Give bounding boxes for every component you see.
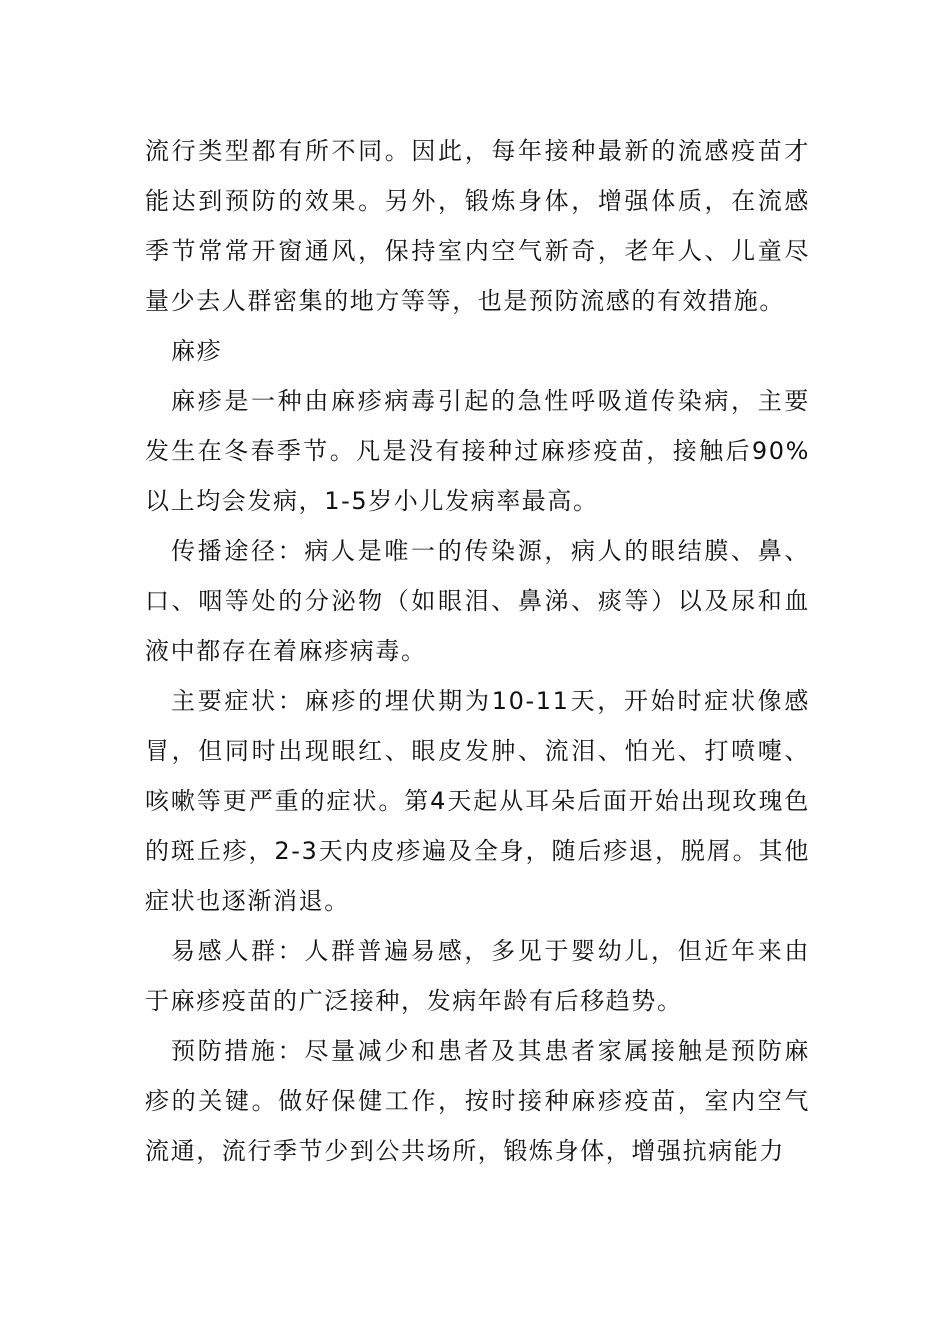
paragraph-susceptible-population: 易感人群：人群普遍易感，多见于婴幼儿，但近年来由于麻疹疫苗的广泛接种，发病年龄有后移趋势。 xyxy=(145,937,810,1015)
paragraph-prevention-measures: 预防措施：尽量减少和患者及其患者家属接触是预防麻疹的关键。做好保健工作，按时接种麻疹疫苗，室内空气流通，流行季节少到公共场所，锻炼身体，增强抗病能力 xyxy=(145,1037,810,1165)
paragraph-measles-intro: 麻疹是一种由麻疹病毒引起的急性呼吸道传染病，主要发生在冬春季节。凡是没有接种过麻疹疫苗，接触后90%以上均会发病，1-5岁小儿发病率最高。 xyxy=(145,387,810,515)
document-body xyxy=(145,126,810,1176)
section-heading-measles: 麻疹 xyxy=(171,337,223,365)
paragraph-transmission: 传播途径：病人是唯一的传染源，病人的眼结膜、鼻、口、咽等处的分泌物（如眼泪、鼻涕、痰等）以及尿和血液中都存在着麻疹病毒。 xyxy=(145,537,810,665)
paragraph-flu-prevention: 流行类型都有所不同。因此，每年接种最新的流感疫苗才能达到预防的效果。另外，锻炼身体，增强体质，在流感季节常常开窗通风，保持室内空气新奇，老年人、儿童尽量少去人群密集的地方等等，也是预防流感的有效措施。 xyxy=(145,137,810,315)
paragraph-symptoms: 主要症状：麻疹的埋伏期为10-11天，开始时症状像感冒，但同时出现眼红、眼皮发肿、流泪、怕光、打喷嚏、咳嗽等更严重的症状。第4天起从耳朵后面开始出现玫瑰色的斑丘疹，2-3天内皮疹遍及全身，随后疹退，脱屑。其他症状也逐渐消退。 xyxy=(145,687,810,915)
